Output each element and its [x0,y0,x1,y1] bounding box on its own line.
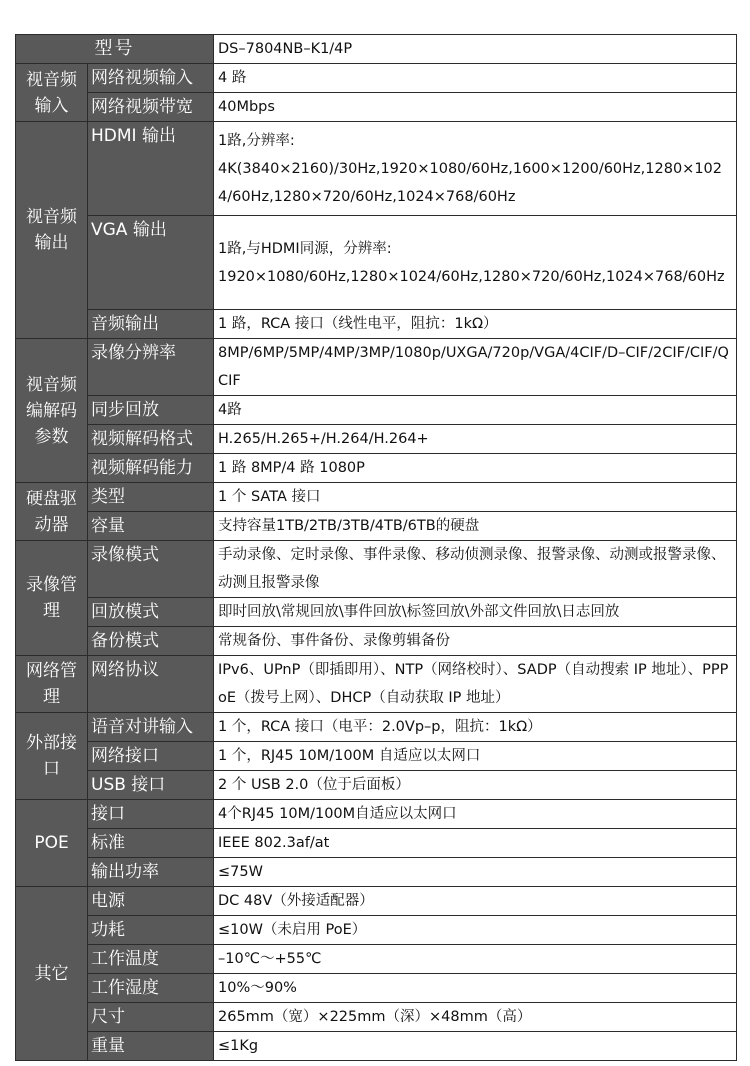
category-cell: 网络管理 [16,656,88,713]
spec-value-cell: 265mm（宽）×225mm（深）×48mm（高） [214,1003,737,1032]
spec-name-cell: 备份模式 [88,627,214,656]
spec-row [16,858,737,887]
spec-value-cell: 1 路，RCA 接口（线性电平，阻抗：1kΩ） [214,310,737,339]
spec-row [16,483,737,512]
spec-table-body [16,35,737,1061]
spec-value-cell: 4个RJ45 10M/100M自适应以太网口 [214,800,737,829]
category-cell: POE [16,800,88,887]
spec-row [16,512,737,541]
spec-row [16,771,737,800]
spec-value-cell: 即时回放\常规回放\事件回放\标签回放\外部文件回放\日志回放 [214,598,737,627]
spec-value-cell: 4路 [214,396,737,425]
spec-row [16,425,737,454]
spec-name-cell: 音频输出 [88,310,214,339]
model-value: DS–7804NB–K1/4P [214,35,737,64]
spec-row [16,974,737,1003]
spec-name-cell: 视频解码格式 [88,425,214,454]
spec-value-cell: 4 路 [214,64,737,93]
spec-row [16,454,737,483]
spec-name-cell: 工作温度 [88,945,214,974]
spec-name-cell: 输出功率 [88,858,214,887]
spec-row [16,598,737,627]
spec-row [16,656,737,713]
spec-value-cell: 1 路 8MP/4 路 1080P [214,454,737,483]
spec-name-cell: 电源 [88,887,214,916]
spec-row [16,122,737,216]
spec-name-cell: 工作湿度 [88,974,214,1003]
spec-name-cell: 视频解码能力 [88,454,214,483]
spec-row [16,887,737,916]
spec-row [16,1032,737,1061]
spec-value-cell: 支持容量1TB/2TB/3TB/4TB/6TB的硬盘 [214,512,737,541]
spec-row [16,800,737,829]
spec-name-cell: 类型 [88,483,214,512]
spec-name-cell: VGA 输出 [88,216,214,310]
spec-row [16,742,737,771]
spec-row [16,216,737,310]
spec-name-cell: 网络协议 [88,656,214,713]
category-cell: 视音频编解码参数 [16,339,88,483]
spec-value-cell: IEEE 802.3af/at [214,829,737,858]
category-cell: 录像管理 [16,541,88,656]
spec-name-cell: 网络接口 [88,742,214,771]
spec-name-cell: USB 接口 [88,771,214,800]
spec-name-cell: 标准 [88,829,214,858]
spec-row [16,396,737,425]
spec-value-cell: ≤1Kg [214,1032,737,1061]
spec-value-cell: 1路,分辨率: 4K(3840×2160)/30Hz,1920×1080/60Hz,1600×1200/60Hz,1280×1024/60Hz,1280×720/60Hz,1024×768/60Hz [214,122,737,216]
spec-value-cell: IPv6、UPnP（即插即用）、NTP（网络校时）、SADP（自动搜索 IP 地址）、PPPoE（拨号上网）、DHCP（自动获取 IP 地址） [214,656,737,713]
spec-row [16,339,737,396]
spec-name-cell: 录像分辨率 [88,339,214,396]
spec-value-cell: DC 48V（外接适配器） [214,887,737,916]
spec-row [16,829,737,858]
category-cell: 视音频输入 [16,64,88,122]
spec-value-cell: 1 个，RCA 接口（电平：2.0Vp–p，阻抗：1kΩ） [214,713,737,742]
spec-value-cell: 1 个，RJ45 10M/100M 自适应以太网口 [214,742,737,771]
spec-row [16,310,737,339]
spec-value-cell: ≤75W [214,858,737,887]
spec-value-cell: 2 个 USB 2.0（位于后面板） [214,771,737,800]
spec-name-cell: 容量 [88,512,214,541]
spec-name-cell: 网络视频带宽 [88,93,214,122]
spec-value-cell: –10℃～+55℃ [214,945,737,974]
spec-row [16,541,737,598]
model-row [16,35,737,64]
spec-name-cell: 接口 [88,800,214,829]
spec-value-cell: 8MP/6MP/5MP/4MP/3MP/1080p/UXGA/720p/VGA/4CIF/D–CIF/2CIF/CIF/QCIF [214,339,737,396]
spec-name-cell: 回放模式 [88,598,214,627]
spec-value-cell: 10%～90% [214,974,737,1003]
spec-name-cell: 录像模式 [88,541,214,598]
spec-name-cell: 语音对讲输入 [88,713,214,742]
spec-row [16,64,737,93]
spec-value-cell: 常规备份、事件备份、录像剪辑备份 [214,627,737,656]
spec-name-cell: 尺寸 [88,1003,214,1032]
spec-name-cell: HDMI 输出 [88,122,214,216]
spec-name-cell: 网络视频输入 [88,64,214,93]
spec-row [16,627,737,656]
spec-row [16,713,737,742]
spec-value-cell: ≤10W（未启用 PoE） [214,916,737,945]
spec-value-cell: 手动录像、定时录像、事件录像、移动侦测录像、报警录像、动测或报警录像、动测且报警录像 [214,541,737,598]
spec-value-cell: H.265/H.265+/H.264/H.264+ [214,425,737,454]
spec-table [15,34,737,1061]
spec-value-cell: 1 个 SATA 接口 [214,483,737,512]
spec-name-cell: 重量 [88,1032,214,1061]
spec-row [16,916,737,945]
category-cell: 其它 [16,887,88,1061]
spec-row [16,1003,737,1032]
category-cell: 视音频输出 [16,122,88,339]
spec-row [16,93,737,122]
spec-value-cell: 1路,与HDMI同源，分辨率: 1920×1080/60Hz,1280×1024/60Hz,1280×720/60Hz,1024×768/60Hz [214,216,737,310]
model-label: 型号 [16,35,214,64]
category-cell: 硬盘驱动器 [16,483,88,541]
category-cell: 外部接口 [16,713,88,800]
spec-row [16,945,737,974]
spec-value-cell: 40Mbps [214,93,737,122]
spec-name-cell: 同步回放 [88,396,214,425]
spec-name-cell: 功耗 [88,916,214,945]
